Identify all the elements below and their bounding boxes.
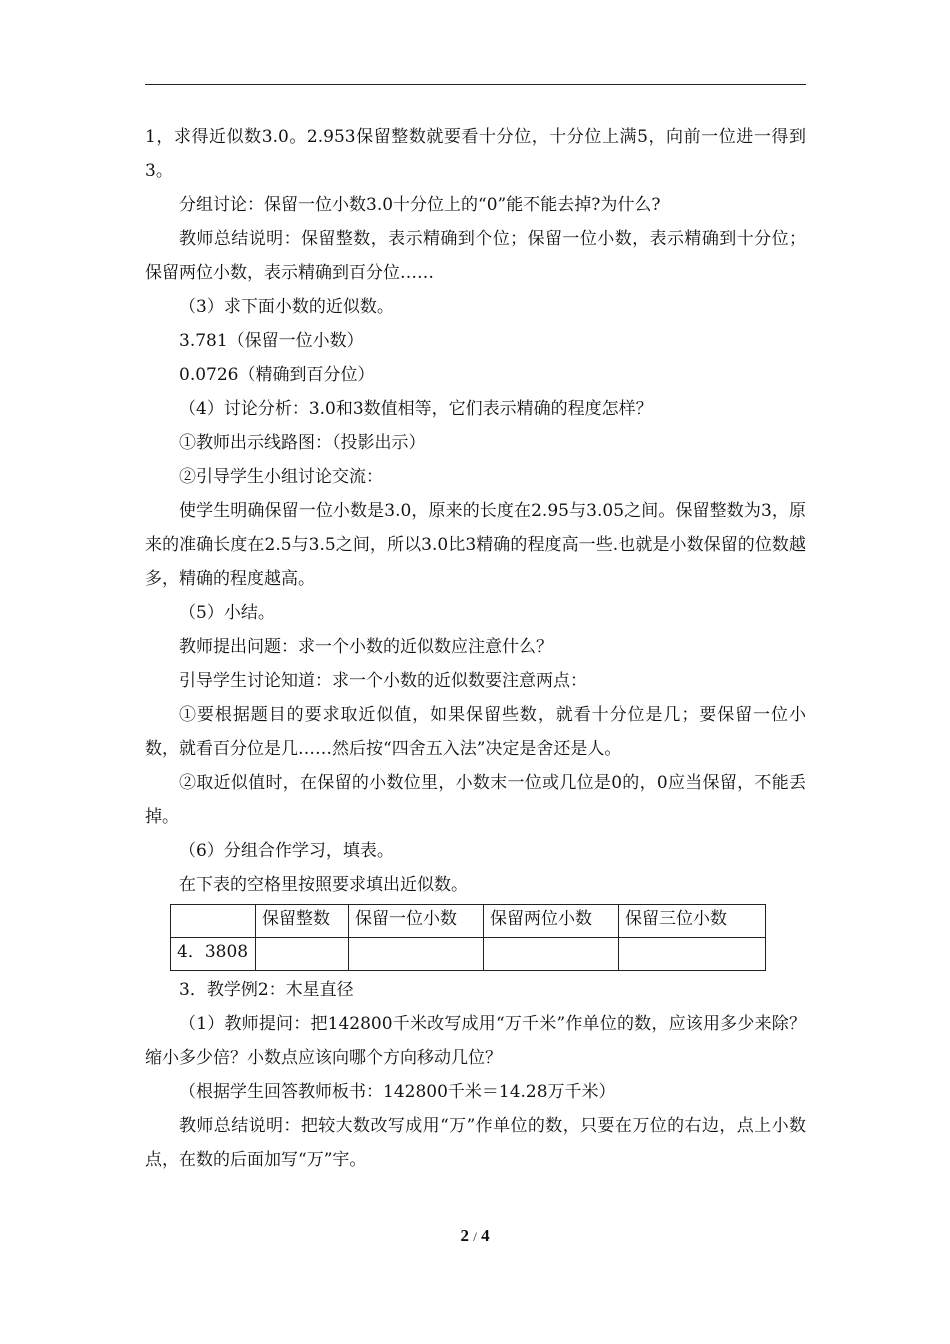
paragraph: 分组讨论：保留一位小数3.0十分位上的“0”能不能去掉?为什么? <box>179 195 661 215</box>
table-cell <box>349 938 484 971</box>
table-header-row <box>171 905 766 938</box>
page-number <box>0 1226 950 1246</box>
paragraph: 使学生明确保留一位小数是3.0，原来的长度在2.95与3.05之间。保留整数为3，原来的准确长度在2.5与3.5之间，所以3.0比3精确的程度高一些.也就是小数保留的位数越多，精确的程度越高。 <box>145 501 806 589</box>
paragraph: （3）求下面小数的近似数。 <box>179 297 394 317</box>
table-cell: 4．3808 <box>171 938 256 971</box>
paragraph: （5）小结。 <box>179 603 275 623</box>
table-cell <box>484 938 619 971</box>
approximation-table <box>170 904 766 971</box>
paragraph: ②取近似值时，在保留的小数位里，小数末一位或几位是0的，0应当保留，不能丢掉。 <box>145 773 806 827</box>
paragraph: （根据学生回答教师板书：142800千米＝14.28万千米） <box>179 1082 616 1102</box>
table-header-cell: 保留一位小数 <box>349 905 484 938</box>
table-header-cell <box>171 905 256 938</box>
paragraph: ②引导学生小组讨论交流： <box>179 467 383 487</box>
table-row <box>171 938 766 971</box>
table-cell <box>256 938 349 971</box>
page-total: 4 <box>481 1226 490 1245</box>
table-cell <box>619 938 766 971</box>
paragraph: 教师提出问题：求一个小数的近似数应注意什么？ <box>179 637 553 657</box>
paragraph: 引导学生讨论知道：求一个小数的近似数要注意两点： <box>179 671 587 691</box>
table-header-cell: 保留三位小数 <box>619 905 766 938</box>
paragraph: ①教师出示线路图：（投影出示） <box>179 433 426 453</box>
paragraph: （4）讨论分析：3.0和3数值相等，它们表示精确的程度怎样？ <box>179 399 653 419</box>
paragraph: 3．教学例2：木星直径 <box>179 980 354 1000</box>
header-rule <box>145 84 806 85</box>
paragraph: 在下表的空格里按照要求填出近似数。 <box>179 875 468 895</box>
paragraph: ①要根据题目的要求取近似值，如果保留些数，就看十分位是几；要保留一位小数，就看百分位是几……然后按“四舍五入法”决定是舍还是人。 <box>145 705 806 759</box>
paragraph: （1）教师提问：把142800千米改写成用“万千米”作单位的数，应该用多少来除？缩小多少倍？小数点应该向哪个方向移动几位？ <box>145 1014 806 1068</box>
paragraph: 3.781（保留一位小数） <box>179 331 364 351</box>
paragraph: 教师总结说明：保留整数，表示精确到个位；保留一位小数，表示精确到十分位；保留两位小数，表示精确到百分位…… <box>145 229 806 283</box>
page-separator: / <box>473 1229 477 1244</box>
document-body <box>145 120 806 1177</box>
paragraph: 0.0726（精确到百分位） <box>179 365 375 385</box>
table-header-cell: 保留两位小数 <box>484 905 619 938</box>
table-header-cell: 保留整数 <box>256 905 349 938</box>
paragraph: （6）分组合作学习，填表。 <box>179 841 394 861</box>
page-current: 2 <box>460 1226 469 1245</box>
paragraph: 教师总结说明：把较大数改写成用“万”作单位的数，只要在万位的右边，点上小数点，在数的后面加写“万”宇。 <box>145 1116 806 1170</box>
paragraph: 1，求得近似数3.0。2.953保留整数就要看十分位，十分位上满5，向前一位进一得到3。 <box>145 127 806 181</box>
